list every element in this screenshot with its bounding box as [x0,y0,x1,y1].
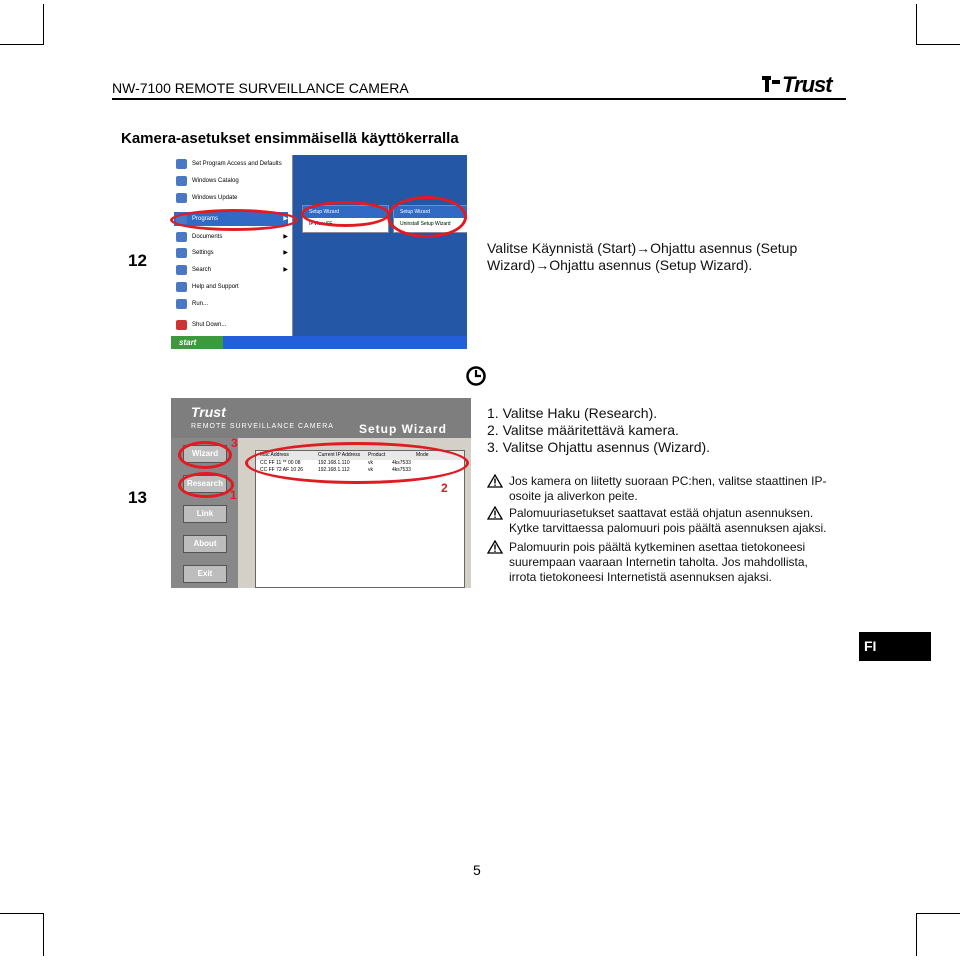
warning-block: Palomuuriasetukset saattavat estää ohjatun asennuksen. Kytke tarvittaessa palomuuri pois päältä asennuksen ajaksi. [487,506,857,536]
submenu-item: Setup Wizard [303,206,388,218]
menu-item: Windows Update [174,191,288,205]
update-icon [176,193,187,203]
language-tab: FI [859,632,931,661]
highlight-ring [170,209,298,231]
crop-mark [0,44,44,45]
menu-item: Run... [174,297,288,311]
menu-item: Documents ▶ [174,230,288,244]
header-rule [112,98,846,100]
submenu-arrow-icon: ▶ [283,250,288,256]
step-number: 13 [128,488,147,507]
run-icon [176,299,187,309]
callout-number: 1 [230,488,237,502]
page-number: 5 [473,862,481,878]
crop-mark [916,4,917,45]
link-button: Link [183,505,227,523]
warning-block: Palomuurin pois päältä kytkeminen asettaa tietokoneesi suurempaan vaaraan Internetin taholta. Jos mahdollista, irrota tietokoneesi Internetistä asennuksen ajaksi. [487,540,857,585]
about-button: About [183,535,227,553]
menu-item: Windows Catalog [174,174,288,188]
wizard-banner [171,398,471,438]
highlight-ring [301,201,390,227]
callout-number: 2 [441,481,448,495]
warning-icon [487,506,503,520]
exit-button: Exit [183,565,227,583]
warning-block: Jos kamera on liitetty suoraan PC:hen, valitse staattinen IP- osoite ja aliverkon peite. [487,474,857,504]
clock-icon [465,365,487,387]
crop-mark [0,913,44,914]
callout-number: 3 [231,436,238,450]
trust-logo [762,72,832,98]
highlight-ring [178,472,234,498]
submenu-arrow-icon: ▶ [283,216,288,222]
help-icon [176,282,187,292]
submenu-item: Uninstall Setup Wizard [400,221,451,227]
camera-list-row: CC FF 11 ** 00 08 192.168.1.110 vk 4ks7533 [260,460,411,466]
camera-list-header: Mac Address Current IP Address Product Mode [256,451,464,460]
highlight-ring [178,441,232,469]
step-line: 3. Valitse Ohjattu asennus (Wizard). [487,439,711,455]
crop-mark [43,4,44,45]
shutdown-icon [176,320,187,330]
menu-item: Help and Support [174,280,288,294]
start-menu [171,155,293,336]
documents-icon [176,232,187,242]
section-title: Kamera-asetukset ensimmäisellä käyttökerralla [121,130,459,147]
document-title: NW-7100 REMOTE SURVEILLANCE CAMERA [112,80,409,96]
research-button: Research [183,475,227,493]
crop-mark [916,913,960,914]
warning-icon [487,474,503,488]
wizard-title: Setup Wizard [359,422,447,436]
start-button: start [171,336,223,349]
start-menu-screenshot [171,155,467,349]
submenu-item: IPView SE [309,221,333,227]
crop-mark [916,44,960,45]
submenu-item: Setup Wizard [394,206,467,218]
program-icon [176,159,187,169]
submenu-arrow-icon: ▶ [283,234,288,240]
step-line: 2. Valitse määritettävä kamera. [487,422,679,438]
step-number: 12 [128,251,147,270]
submenu-arrow-icon: ▶ [283,267,288,273]
logo-text: Trust [782,72,832,97]
wizard-logo: Trust [191,404,226,420]
crop-mark [43,913,44,956]
highlight-ring [387,196,467,238]
menu-item: Search ▶ [174,263,288,277]
settings-icon [176,248,187,258]
camera-list-row: CC FF 72 AF 10 26 192.168.1.112 vk 4ks7533 [260,467,411,473]
menu-item: Shut Down... [174,318,288,332]
menu-item: Set Program Access and Defaults [174,157,288,171]
crop-mark [916,913,917,956]
search-icon [176,265,187,275]
wizard-subtitle: REMOTE SURVEILLANCE CAMERA [191,423,334,430]
step-line: 1. Valitse Haku (Research). [487,405,658,421]
highlight-ring [245,442,469,484]
menu-item: Settings ▶ [174,246,288,260]
step12-instruction: Valitse Käynnistä (Start)→Ohjattu asennus (Setup Wizard)→Ohjattu asennus (Setup Wizard). [487,240,798,273]
catalog-icon [176,176,187,186]
wizard-button: Wizard [183,445,227,463]
menu-item-programs: Programs ▶ [174,212,288,226]
step13-steps [487,405,710,456]
warning-icon [487,540,503,554]
